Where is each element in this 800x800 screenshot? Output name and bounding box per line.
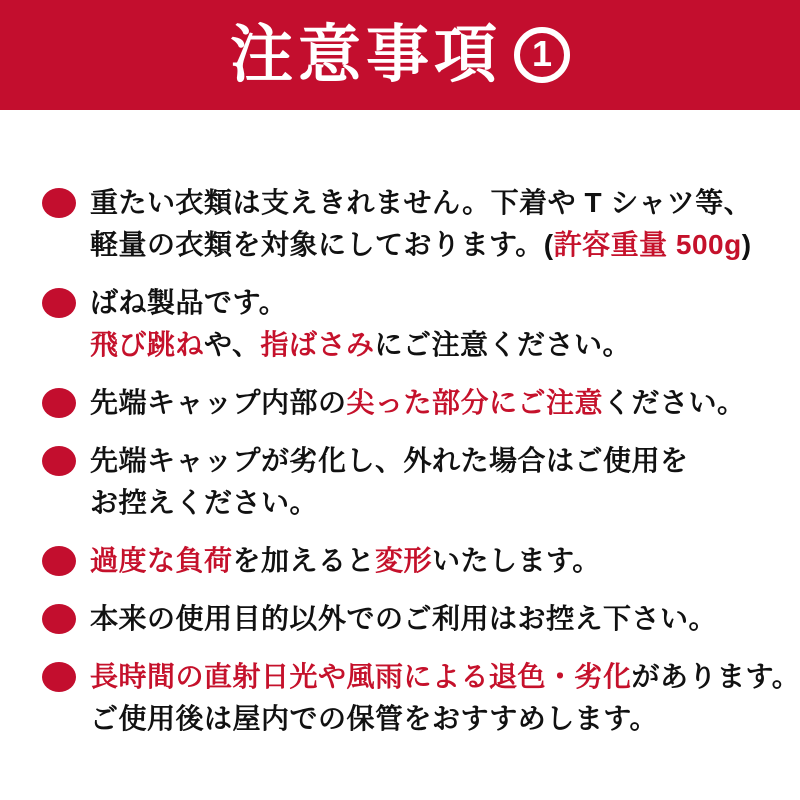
text-segment: ばね製品です。 bbox=[90, 287, 288, 318]
text-segment-highlight: 許容重量 500g bbox=[553, 229, 742, 260]
text-segment: 先端キャップが劣化し、外れた場合はご使用を bbox=[90, 445, 689, 476]
notice-line bbox=[90, 324, 631, 366]
text-segment-highlight: 指ばさみ bbox=[260, 329, 375, 360]
bullet-dot-icon bbox=[42, 662, 76, 692]
notice-line bbox=[90, 224, 752, 266]
notice-line bbox=[90, 698, 800, 740]
list-item bbox=[42, 598, 772, 640]
bullet-dot-icon bbox=[42, 546, 76, 576]
notice-line bbox=[90, 382, 746, 424]
text-segment: があります。 bbox=[631, 661, 800, 692]
notice-line bbox=[90, 656, 800, 698]
notice-list bbox=[0, 110, 800, 740]
notice-text bbox=[90, 540, 601, 582]
list-item bbox=[42, 282, 772, 366]
text-segment: ) bbox=[741, 229, 752, 260]
list-item bbox=[42, 382, 772, 424]
list-item bbox=[42, 440, 772, 524]
notice-line bbox=[90, 598, 717, 640]
bullet-dot-icon bbox=[42, 446, 76, 476]
text-segment: ください。 bbox=[603, 387, 746, 418]
notice-text bbox=[90, 656, 800, 740]
text-segment: を加えると bbox=[232, 545, 376, 576]
notice-line bbox=[90, 440, 689, 482]
notice-text bbox=[90, 598, 717, 640]
list-item bbox=[42, 182, 772, 266]
notice-line bbox=[90, 540, 601, 582]
bullet-dot-icon bbox=[42, 288, 76, 318]
notice-text bbox=[90, 440, 689, 524]
text-segment: 先端キャップ内部の bbox=[90, 387, 347, 418]
bullet-dot-icon bbox=[42, 188, 76, 218]
bullet-dot-icon bbox=[42, 604, 76, 634]
notice-text bbox=[90, 382, 746, 424]
notice-line bbox=[90, 482, 689, 524]
bullet-dot-icon bbox=[42, 388, 76, 418]
page-title-text: 注意事項 bbox=[230, 19, 502, 90]
notice-line bbox=[90, 282, 631, 324]
text-segment-highlight: 飛び跳ね bbox=[90, 329, 205, 360]
text-segment-highlight: 長時間の直射日光や風雨による退色・劣化 bbox=[90, 661, 632, 692]
title-number-badge: 1 bbox=[514, 27, 570, 83]
text-segment: お控えください。 bbox=[90, 487, 319, 518]
text-segment-highlight: 変形 bbox=[375, 545, 433, 576]
text-segment: 軽量の衣類を対象にしております。( bbox=[90, 229, 554, 260]
notice-line bbox=[90, 182, 752, 224]
list-item bbox=[42, 656, 800, 740]
text-segment: 重たい衣類は支えきれません。下着や T シャツ等、 bbox=[90, 187, 753, 218]
text-segment: ご使用後は屋内での保管をおすすめします。 bbox=[90, 703, 659, 734]
text-segment: いたします。 bbox=[432, 545, 601, 576]
list-item bbox=[42, 540, 772, 582]
text-segment-highlight: 過度な負荷 bbox=[90, 545, 233, 576]
page-title bbox=[230, 19, 570, 90]
header-banner bbox=[0, 0, 800, 110]
notice-text bbox=[90, 182, 752, 266]
notice-text bbox=[90, 282, 631, 366]
text-segment: 本来の使用目的以外でのご利用はお控え下さい。 bbox=[90, 603, 718, 634]
text-segment-highlight: 尖った部分にご注意 bbox=[346, 387, 604, 418]
text-segment: にご注意ください。 bbox=[374, 329, 631, 360]
text-segment: や、 bbox=[204, 329, 261, 360]
